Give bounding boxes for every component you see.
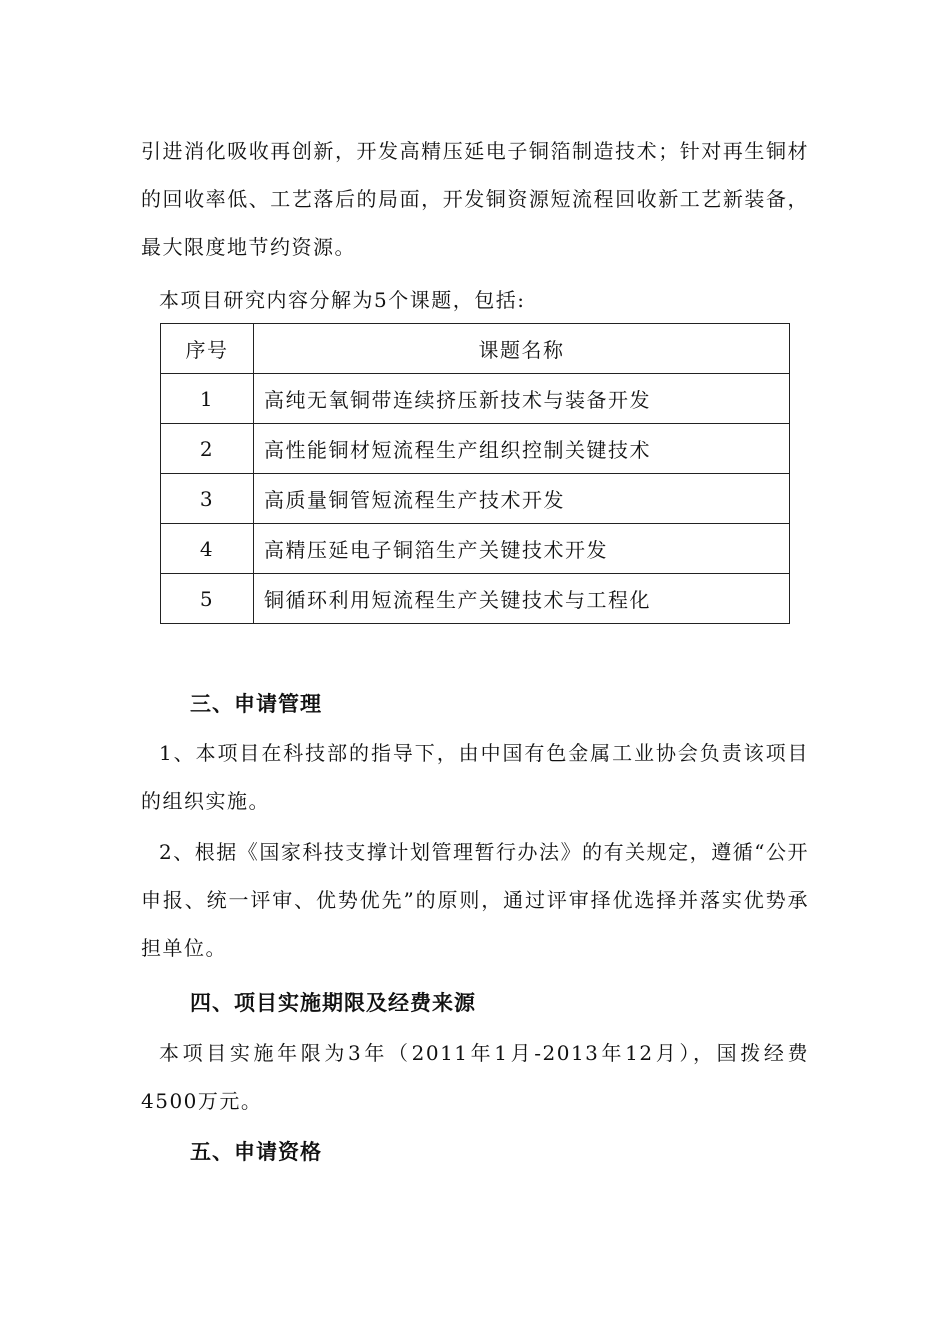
table-row	[161, 424, 790, 474]
intro-paragraph: 引进消化吸收再创新，开发高精压延电子铜箔制造技术；针对再生铜材的回收率低、工艺落后的局面，开发铜资源短流程回收新工艺新装备，最大限度地节约资源。	[141, 139, 809, 259]
row-topic-name: 铜循环利用短流程生产关键技术与工程化	[254, 574, 790, 624]
row-number: 3	[161, 474, 254, 524]
topics-table	[160, 323, 790, 624]
table-row	[161, 524, 790, 574]
row-topic-name: 高质量铜管短流程生产技术开发	[254, 474, 790, 524]
row-number: 2	[161, 424, 254, 474]
topics-intro: 本项目研究内容分解为5个课题，包括:	[159, 288, 526, 312]
section3-item1: 1、本项目在科技部的指导下，由中国有色金属工业协会负责该项目的组织实施。	[141, 741, 809, 813]
row-topic-name: 高纯无氧铜带连续挤压新技术与装备开发	[254, 374, 790, 424]
section4-text: 本项目实施年限为3年（2011年1月-2013年12月），国拨经费4500万元。	[141, 1041, 809, 1113]
table-row	[161, 374, 790, 424]
table-row	[161, 474, 790, 524]
row-number: 4	[161, 524, 254, 574]
header-number: 序号	[161, 324, 254, 374]
section5-heading: 五、申请资格	[190, 1140, 322, 1164]
table-row	[161, 574, 790, 624]
row-topic-name: 高性能铜材短流程生产组织控制关键技术	[254, 424, 790, 474]
header-topic-name: 课题名称	[254, 324, 790, 374]
section3-heading: 三、申请管理	[190, 692, 322, 716]
row-topic-name: 高精压延电子铜箔生产关键技术开发	[254, 524, 790, 574]
table-header-row	[161, 324, 790, 374]
section3-item2: 2、根据《国家科技支撑计划管理暂行办法》的有关规定，遵循“公开申报、统一评审、优势优先”的原则，通过评审择优选择并落实优势承担单位。	[141, 840, 809, 960]
row-number: 1	[161, 374, 254, 424]
row-number: 5	[161, 574, 254, 624]
section4-heading: 四、项目实施期限及经费来源	[190, 991, 476, 1015]
